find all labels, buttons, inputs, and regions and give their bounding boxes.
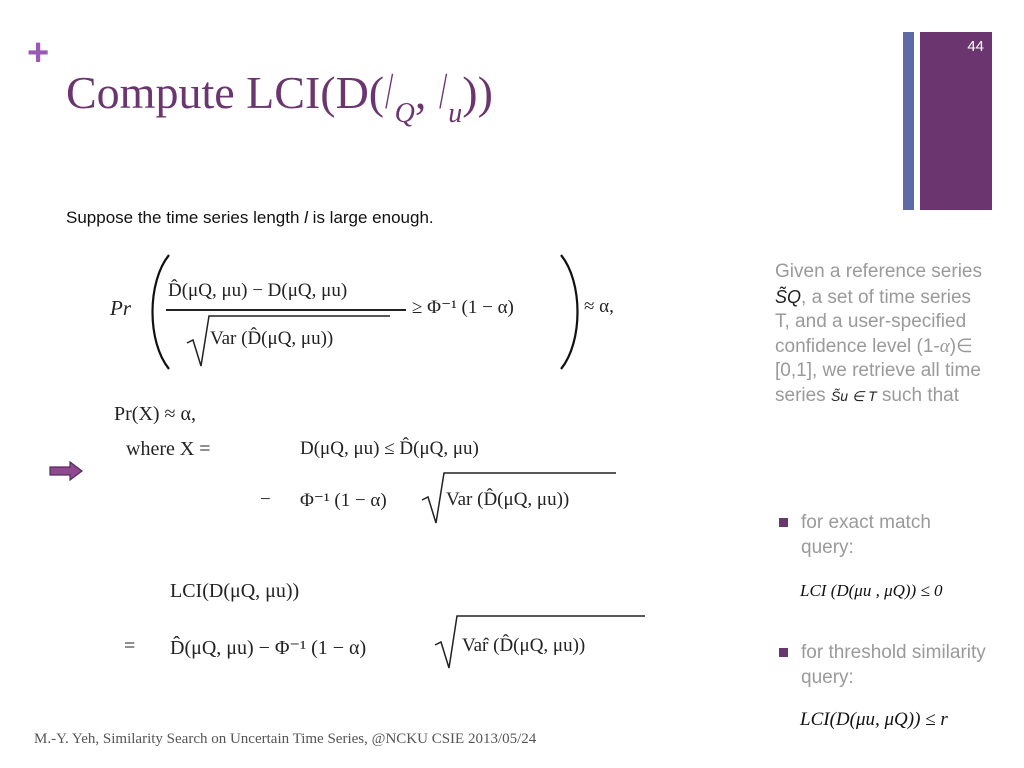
decor-bar-blue: [903, 32, 914, 210]
eq2-line1: Pr(X) ≈ α,: [114, 403, 197, 425]
eq2-where: where X =: [126, 438, 211, 460]
eq1-result: ≈ α,: [584, 296, 614, 317]
side-alpha: α: [939, 335, 950, 357]
page-number: 44: [967, 38, 984, 55]
eq2-expr2: Φ⁻¹ (1 − α): [300, 490, 387, 511]
formula-exact-match: LCI (D(μu , μQ)) ≤ 0: [800, 581, 943, 600]
title-sub-q: Q: [394, 98, 415, 129]
eq1-rhs: ≥ Φ⁻¹ (1 − α): [412, 297, 514, 318]
eq3-equals: =: [124, 635, 136, 657]
bullet-exact-match: for exact match query:: [801, 512, 931, 558]
eq3-sqrt-content: Var̂ (D̂(μQ, μu)): [462, 635, 586, 656]
suppose-text: [66, 208, 434, 228]
side-p1: Given a reference series: [775, 261, 982, 282]
suppose-pre: Suppose the time series length: [66, 208, 305, 227]
eq1-pr: Pr: [110, 296, 131, 320]
eq1-numerator: D̂(μQ, μu) − D(μQ, μu): [168, 280, 348, 301]
title-suffix: )): [462, 67, 493, 118]
suppose-post: is large enough.: [307, 208, 434, 227]
suppose-var: l: [304, 208, 308, 227]
plus-decoration: +: [27, 32, 50, 74]
eq1-left-paren: [145, 252, 175, 372]
side-description: [775, 260, 990, 408]
eq2-minus: −: [260, 489, 271, 510]
eq1-denominator: Var (D̂(μQ, μu)): [210, 328, 334, 349]
title-sub-u: u: [448, 98, 463, 129]
side-symbol-sq: S̃Q: [775, 286, 802, 307]
eq1-fraction-bar: [166, 309, 406, 311]
title-prefix: Compute LCI(D(: [66, 67, 385, 118]
side-p1d: such that: [876, 384, 960, 406]
eq2-expr1: D(μQ, μu) ≤ D̂(μQ, μu): [300, 438, 479, 459]
arrow-icon: [48, 460, 84, 487]
eq1-right-paren: [555, 252, 585, 372]
side-symbol-su: S̃u ∈ T: [830, 387, 877, 404]
side-p1c: )∈ [0,1], we retrieve all time series: [775, 335, 981, 406]
eq3-expr: D̂(μQ, μu) − Φ⁻¹ (1 − α): [170, 637, 367, 659]
side-p1b: , a set of time series T, and a user-specified confidence level (1-: [775, 286, 972, 357]
eq2-sqrt-content: Var (D̂(μQ, μu)): [446, 489, 570, 510]
footer-text: M.-Y. Yeh, Similarity Search on Uncertain Time Series, @NCKU CSIE 2013/05/24: [34, 731, 537, 747]
slide-title: Compute $LCI(D(/_Q$, $/_u$)): [66, 63, 493, 129]
bullet-threshold: for threshold similarity query:: [801, 642, 986, 688]
eq3-line1: LCI(D(μQ, μu)): [170, 580, 300, 602]
bullet-square-icon: [779, 648, 788, 657]
decor-bar-purple: [920, 32, 992, 210]
formula-threshold: LCI(D(μu, μQ)) ≤ r: [800, 709, 948, 730]
bullet-square-icon: [779, 518, 788, 527]
title-comma: ,: [414, 67, 438, 118]
